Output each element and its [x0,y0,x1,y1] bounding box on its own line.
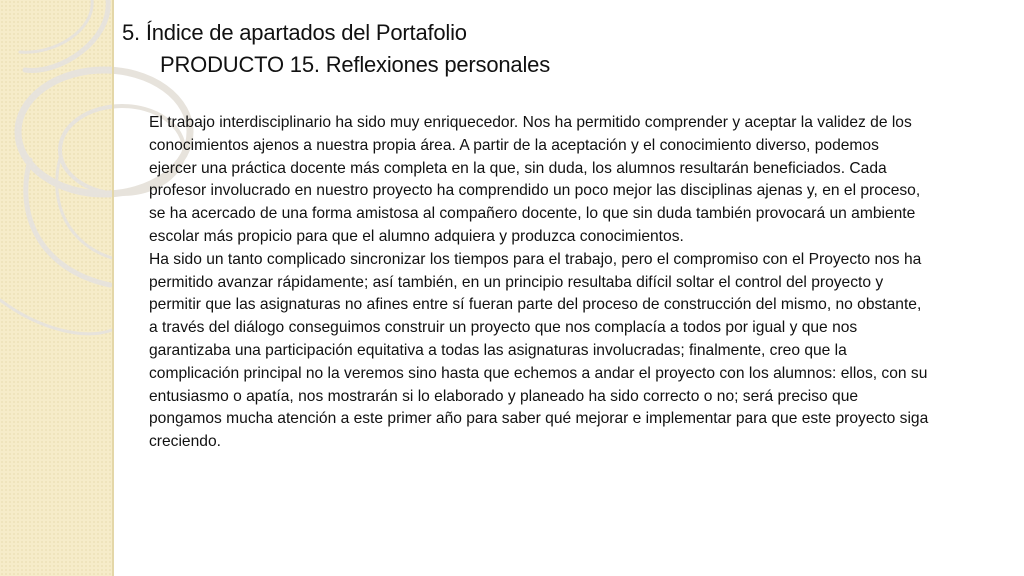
slide-title: 5. Índice de apartados del Portafolio [122,20,467,45]
paragraph-1: El trabajo interdisciplinario ha sido muy enriquecedor. Nos ha permitido comprender y aceptar la validez de los conocimientos ajenos a nuestra propia área. A partir de la aceptación y el conocimiento diverso, podemos ejercer una práctica docente más completa en la que, sin duda, los alumnos resultarán beneficiados. Cada profesor involucrado en nuestro proyecto ha comprendido un poco mejor las disciplinas ajenas y, en el proceso, se ha acercado de una forma amistosa al compañero docente, lo que sin duda también provocará un ambiente escolar más propicio para que el alumno adquiera y produzca conocimientos. [149,114,921,245]
paragraph-2: Ha sido un tanto complicado sincronizar los tiempos para el trabajo, pero el compromiso con el Proyecto nos ha permitido avanzar rápidamente; así también, en un principio resultaba difícil soltar el control del proyecto y permitir que las asignaturas no afines entre sí fueran parte del proceso de construcción del mismo, no obstante, a través del diálogo conseguimos construir un proyecto que nos complacía a todos por igual y que nos garantizaba una participación equitativa a todas las asignaturas involucradas; finalmente, creo que la complicación principal no la veremos sino hasta que echemos a andar el proyecto con los alumnos: ellos, con su entusiasmo o apatía, nos mostrarán si lo elaborado y planeado ha sido correcto o no; será preciso que pongamos mucha atención a este primer año para saber qué mejorar e implementar para que este proyecto siga creciendo. [149,250,929,451]
body-text [149,112,929,454]
slide-subtitle: PRODUCTO 15. Reflexiones personales [160,52,550,77]
band-edge-divider [112,0,114,576]
